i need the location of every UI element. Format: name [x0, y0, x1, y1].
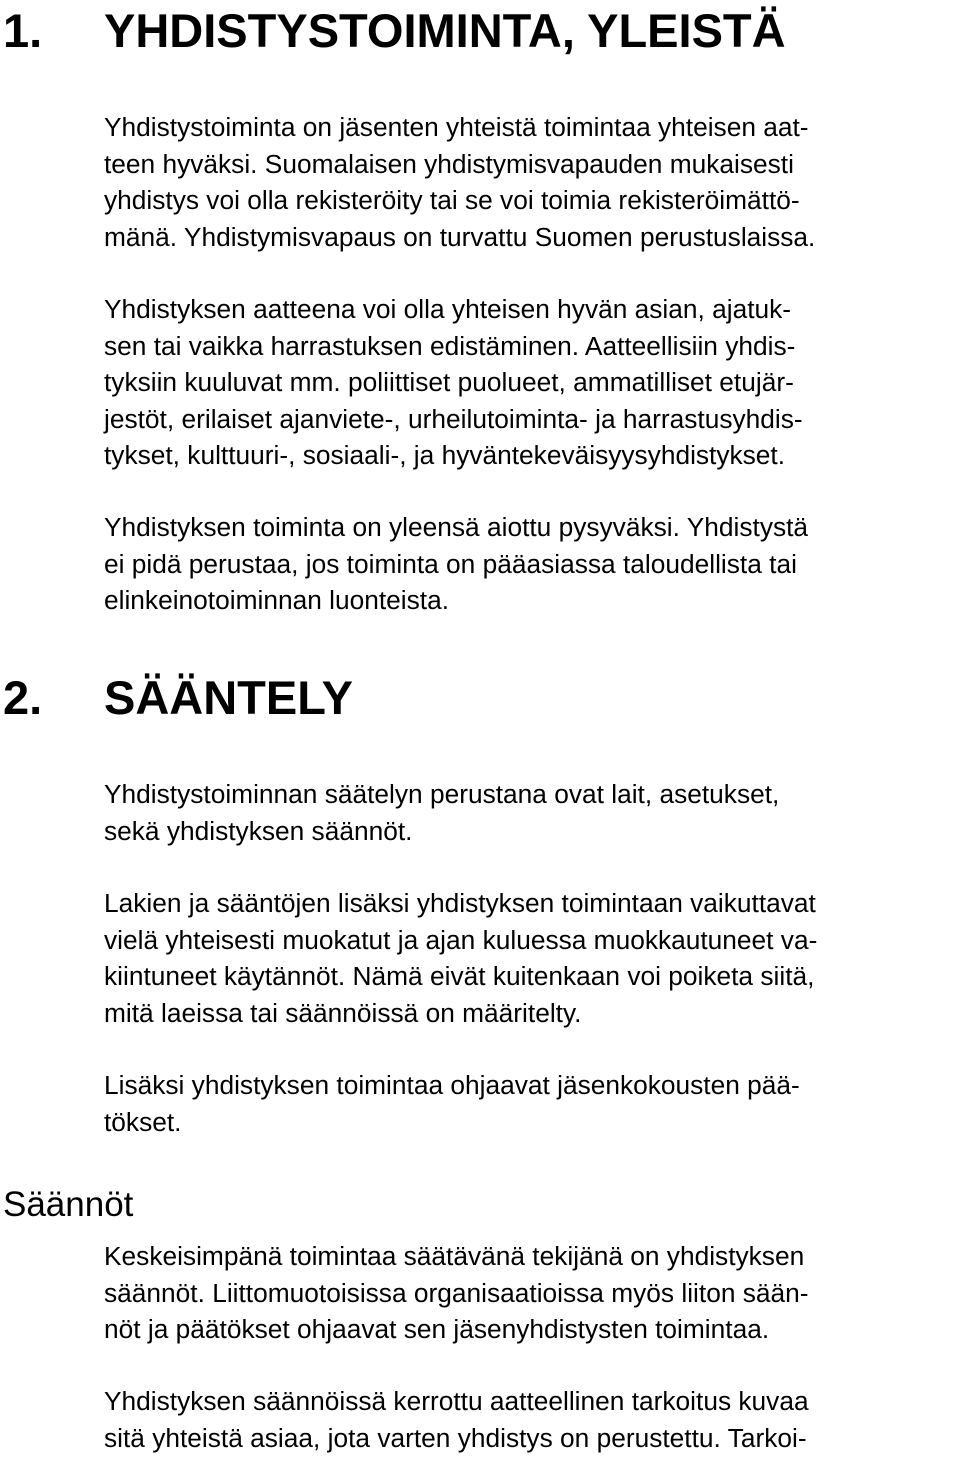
section-1-paragraph-1: [104, 109, 954, 255]
text-line: teen hyväksi. Suomalaisen yhdistymisvapauden mukaisesti: [104, 148, 794, 179]
text-line: sekä yhdistyksen säännöt.: [104, 815, 413, 846]
text-line: kiintuneet käytännöt. Nämä eivät kuitenkaan voi poiketa siitä,: [104, 961, 815, 991]
text-line: sen tai vaikka harrastuksen edistäminen. Aatteellisiin yhdis-: [104, 330, 796, 361]
text-line: Lisäksi yhdistyksen toimintaa ohjaavat jäsenkokousten pää-: [104, 1070, 800, 1100]
subsection-heading: Säännöt: [3, 1185, 134, 1224]
text-line: vielä yhteisesti muokatut ja ajan kuluessa muokkautuneet va-: [104, 924, 818, 955]
section-2-paragraph-1: [104, 776, 954, 849]
text-line: yhdistys voi olla rekisteröity tai se voi toimia rekisteröimättö-: [104, 185, 800, 215]
subsection-paragraph-2: [104, 1383, 954, 1456]
text-line: Yhdistystoiminnan säätelyn perustana ovat lait, asetukset,: [104, 779, 780, 809]
text-line: säännöt. Liittomuotoisissa organisaatioissa myös liiton sään-: [104, 1277, 809, 1308]
text-line: Lakien ja sääntöjen lisäksi yhdistyksen toimintaan vaikuttavat: [104, 888, 816, 918]
text-line: Yhdistystoiminta on jäsenten yhteistä toimintaa yhteisen aat-: [104, 112, 809, 142]
text-line: nöt ja päätökset ohjaavat sen jäsenyhdistysten toimintaa.: [104, 1314, 770, 1344]
section-2-paragraph-2: [104, 885, 954, 1031]
section-2-number: 2.: [3, 671, 43, 724]
text-line: Yhdistyksen toiminta on yleensä aiottu pysyväksi. Yhdistystä: [104, 512, 809, 542]
text-line: mänä. Yhdistymisvapaus on turvattu Suomen perustuslaissa.: [104, 221, 816, 252]
text-line: sitä yhteistä asiaa, jota varten yhdistys on perustettu. Tarkoi-: [104, 1422, 807, 1453]
text-line: ei pidä perustaa, jos toiminta on pääasiassa taloudellista tai: [104, 548, 797, 579]
section-1-paragraph-2: [104, 291, 954, 474]
section-2-paragraph-3: [104, 1067, 954, 1140]
subsection-paragraph-1: [104, 1238, 954, 1348]
text-line: elinkeinotoiminnan luonteista.: [104, 585, 450, 615]
section-1-heading: [3, 3, 786, 59]
text-line: Yhdistyksen aatteena voi olla yhteisen hyvän asian, ajatuk-: [104, 294, 792, 324]
text-line: jestöt, erilaiset ajanviete-, urheilutoiminta- ja harrastusyhdis-: [104, 403, 803, 434]
text-line: mitä laeissa tai säännöissä on määritelty.: [104, 997, 582, 1028]
text-line: tykset, kulttuuri-, sosiaali-, ja hyväntekeväisyysyhdistykset.: [104, 440, 786, 470]
section-2-heading: [3, 670, 353, 726]
text-line: tökset.: [104, 1106, 182, 1137]
section-1-paragraph-3: [104, 509, 954, 619]
text-line: Yhdistyksen säännöissä kerrottu aatteellinen tarkoitus kuvaa: [104, 1386, 809, 1416]
text-line: Keskeisimpänä toimintaa säätävänä tekijänä on yhdistyksen: [104, 1241, 805, 1271]
text-line: tyksiin kuuluvat mm. poliittiset puolueet, ammatilliset etujär-: [104, 367, 794, 397]
section-2-title: SÄÄNTELY: [104, 671, 353, 724]
section-1-title: YHDISTYSTOIMINTA, YLEISTÄ: [104, 4, 786, 57]
section-1-number: 1.: [3, 4, 43, 57]
